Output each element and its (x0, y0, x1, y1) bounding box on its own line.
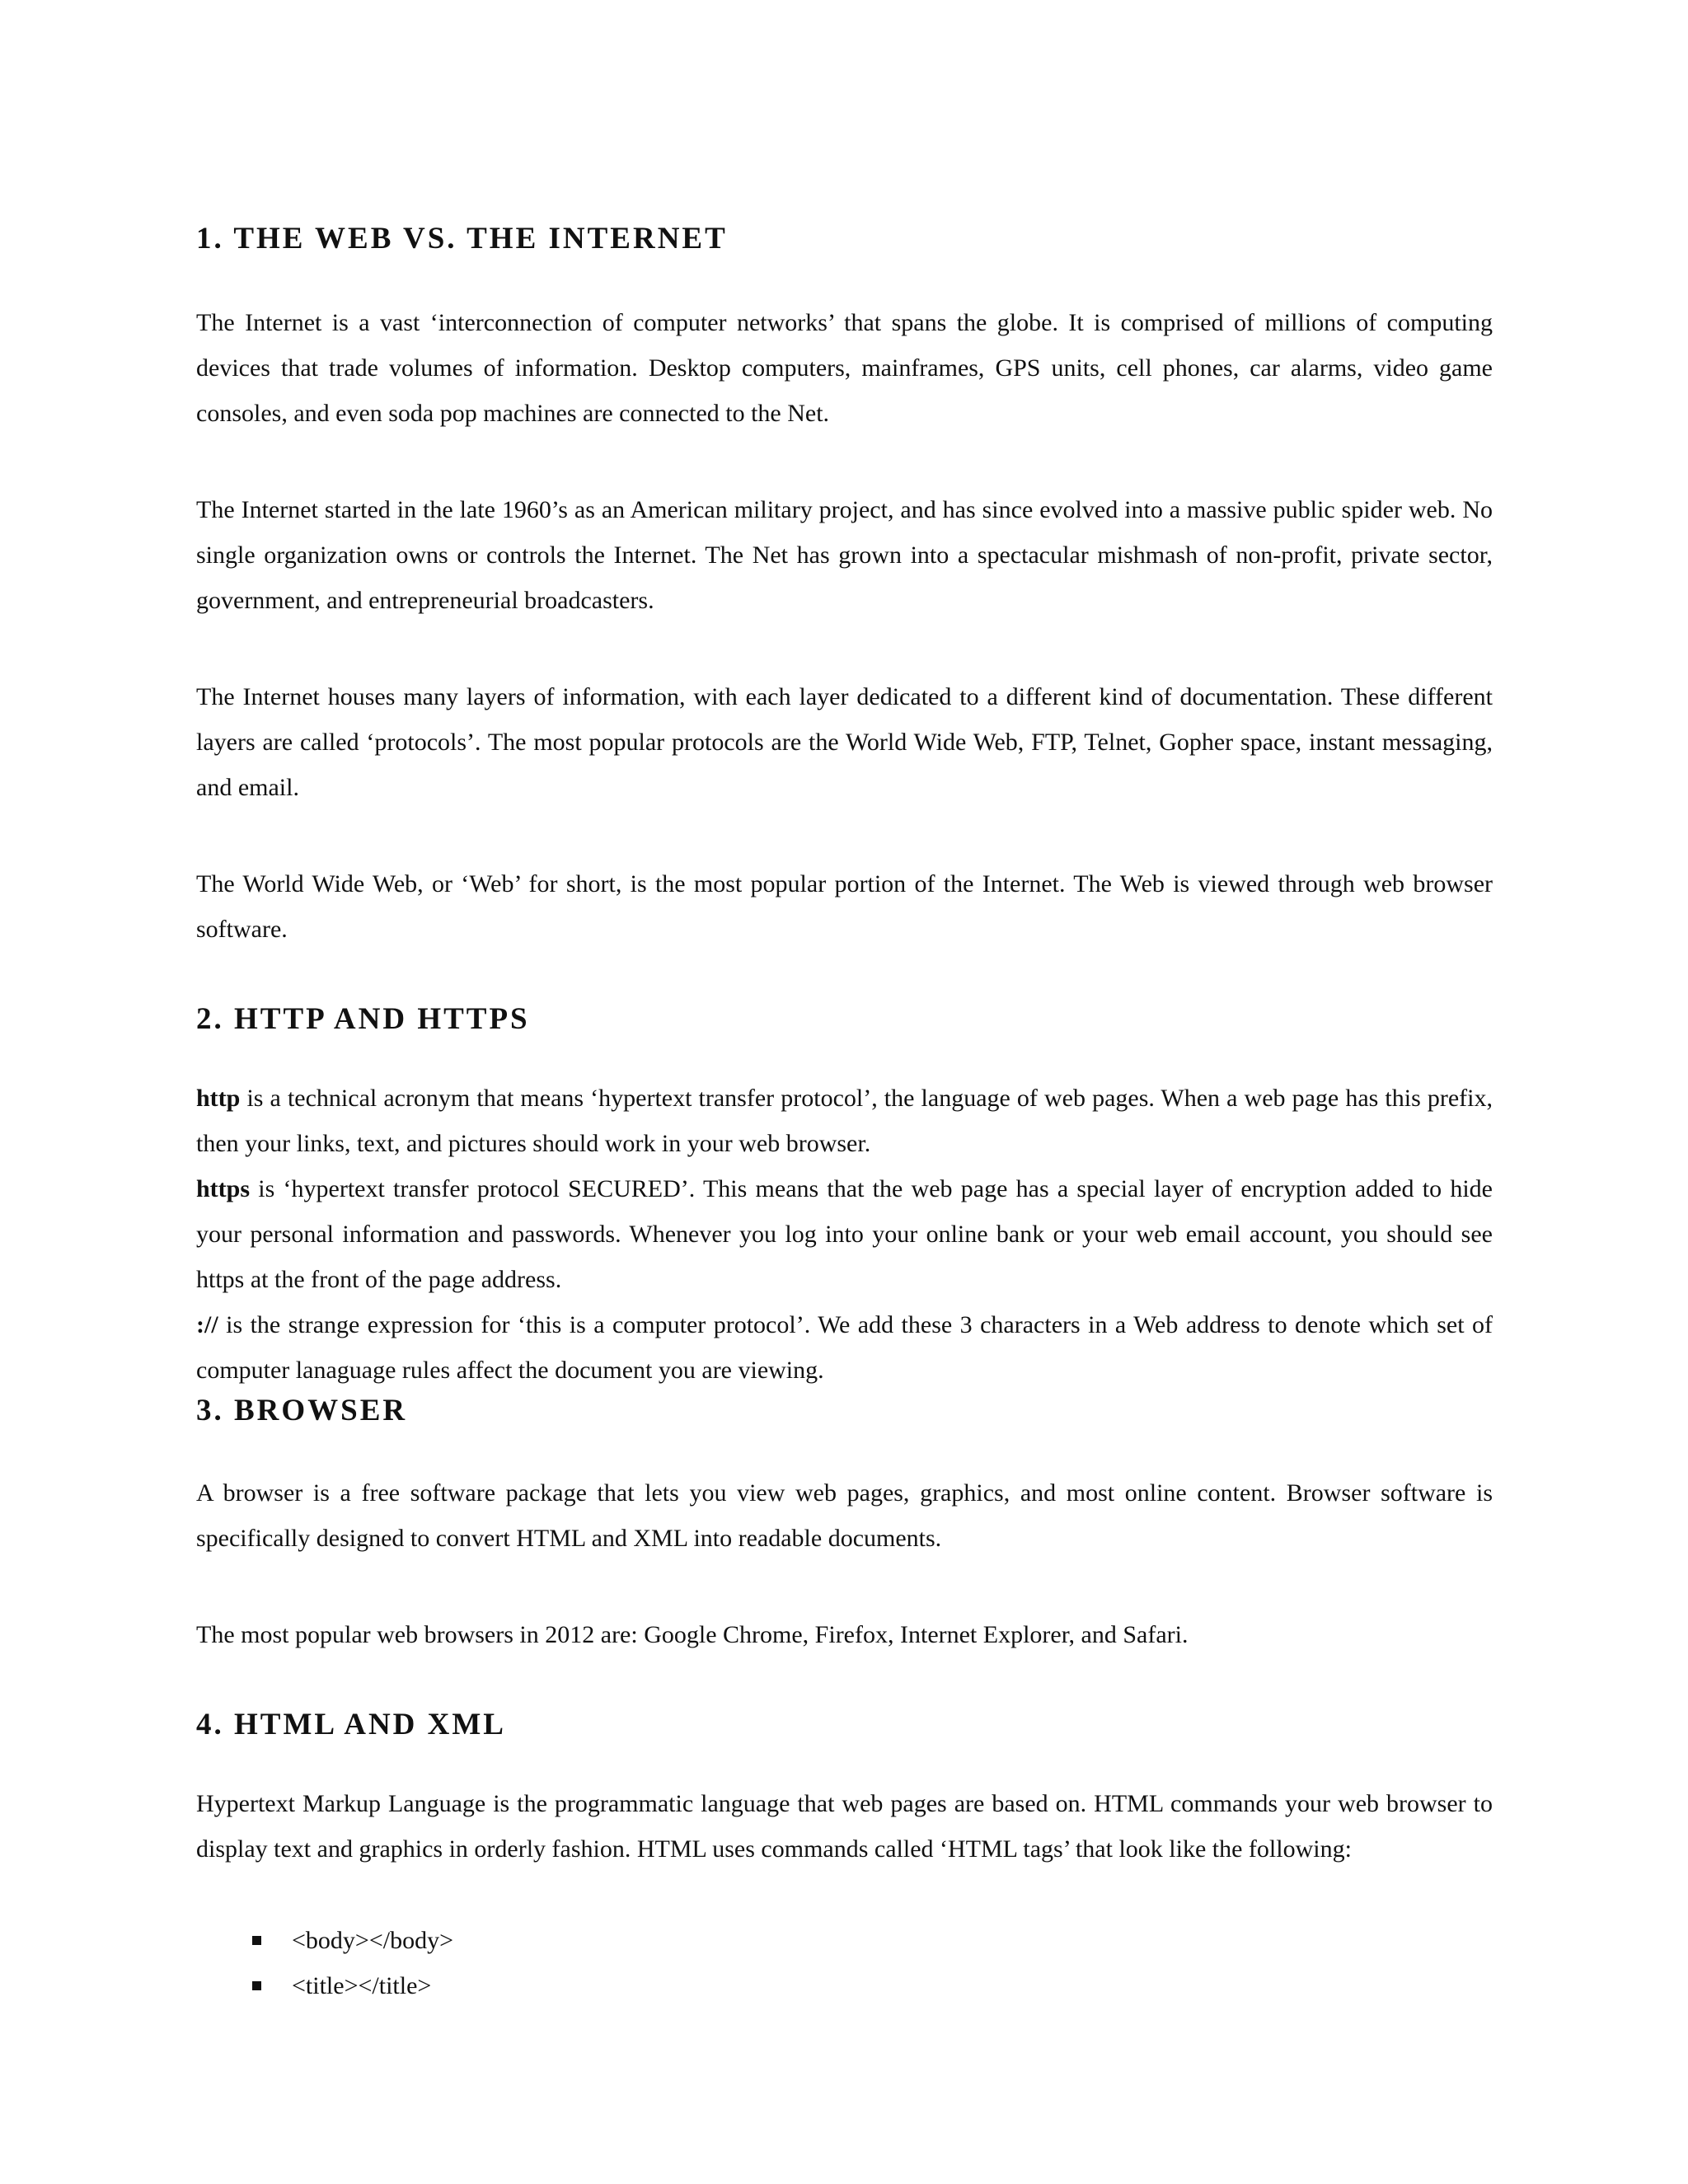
list-item (252, 1963, 1493, 2008)
term-protocol-separator: :// (196, 1311, 218, 1338)
list-item-text: <title></title> (292, 1972, 432, 1999)
list-item-text: <body></body> (292, 1927, 454, 1954)
paragraph: A browser is a free software package that lets you view web pages, graphics, and most online content. Browser software is specifically designed to convert HTML and XML into readable documents. (196, 1479, 1493, 1552)
paragraph: The Internet houses many layers of information, with each layer dedicated to a different kind of documentation. These different layers are called ‘protocols’. The most popular protocols are the World Wide Web, FTP, Telnet, Gopher space, instant messaging, and email. (196, 683, 1493, 801)
list-item (252, 1918, 1493, 1963)
section-heading-http-https: 2. HTTP AND HTTPS (196, 1002, 530, 1036)
term-http: http (196, 1085, 241, 1112)
definition-protocol-separator (196, 1302, 1493, 1393)
paragraph: The World Wide Web, or ‘Web’ for short, is the most popular portion of the Internet. The Web is viewed through web browser software. (196, 870, 1493, 943)
paragraph: The Internet is a vast ‘interconnection of computer networks’ that spans the globe. It is comprised of millions of computing devices that trade volumes of information. Desktop computers, mainframes, GPS units, cell phones, car alarms, video game consoles, and even soda pop machines are connected to the Net. (196, 309, 1493, 427)
definition-text: is a technical acronym that means ‘hypertext transfer protocol’, the language of web pages. When a web page has this prefix, then your links, text, and pictures should work in your web browser. (196, 1085, 1493, 1157)
term-https: https (196, 1175, 251, 1202)
paragraph: The Internet started in the late 1960’s as an American military project, and has since evolved into a massive public spider web. No single organization owns or controls the Internet. The Net has grown into a spectacular mishmash of non-profit, private sector, government, and entrepreneurial broadcasters. (196, 496, 1493, 614)
bullet-icon (252, 1981, 261, 1990)
section-heading-web-vs-internet: 1. THE WEB VS. THE INTERNET (196, 222, 728, 255)
definition-https (196, 1166, 1493, 1302)
definition-text: is the strange expression for ‘this is a computer protocol’. We add these 3 characters in a Web address to denote which set of computer lanaguage rules affect the document you are viewing. (196, 1311, 1493, 1384)
definition-text: is ‘hypertext transfer protocol SECURED’. This means that the web page has a special layer of encryption added to hide your personal information and passwords. Whenever you log into your online bank or your web email account, you should see https at the front of the page address. (196, 1175, 1493, 1293)
section-heading-html-xml: 4. HTML AND XML (196, 1708, 506, 1741)
html-tag-list (196, 1918, 1493, 2008)
paragraph: Hypertext Markup Language is the programmatic language that web pages are based on. HTML commands your web browser to display text and graphics in orderly fashion. HTML uses commands called ‘HTML tags’ that look like the following: (196, 1790, 1493, 1863)
section-heading-browser: 3. BROWSER (196, 1394, 408, 1427)
definition-http (196, 1076, 1493, 1166)
document-body (196, 221, 1493, 2008)
bullet-icon (252, 1936, 261, 1945)
paragraph: The most popular web browsers in 2012 are: Google Chrome, Firefox, Internet Explorer, and Safari. (196, 1621, 1189, 1648)
